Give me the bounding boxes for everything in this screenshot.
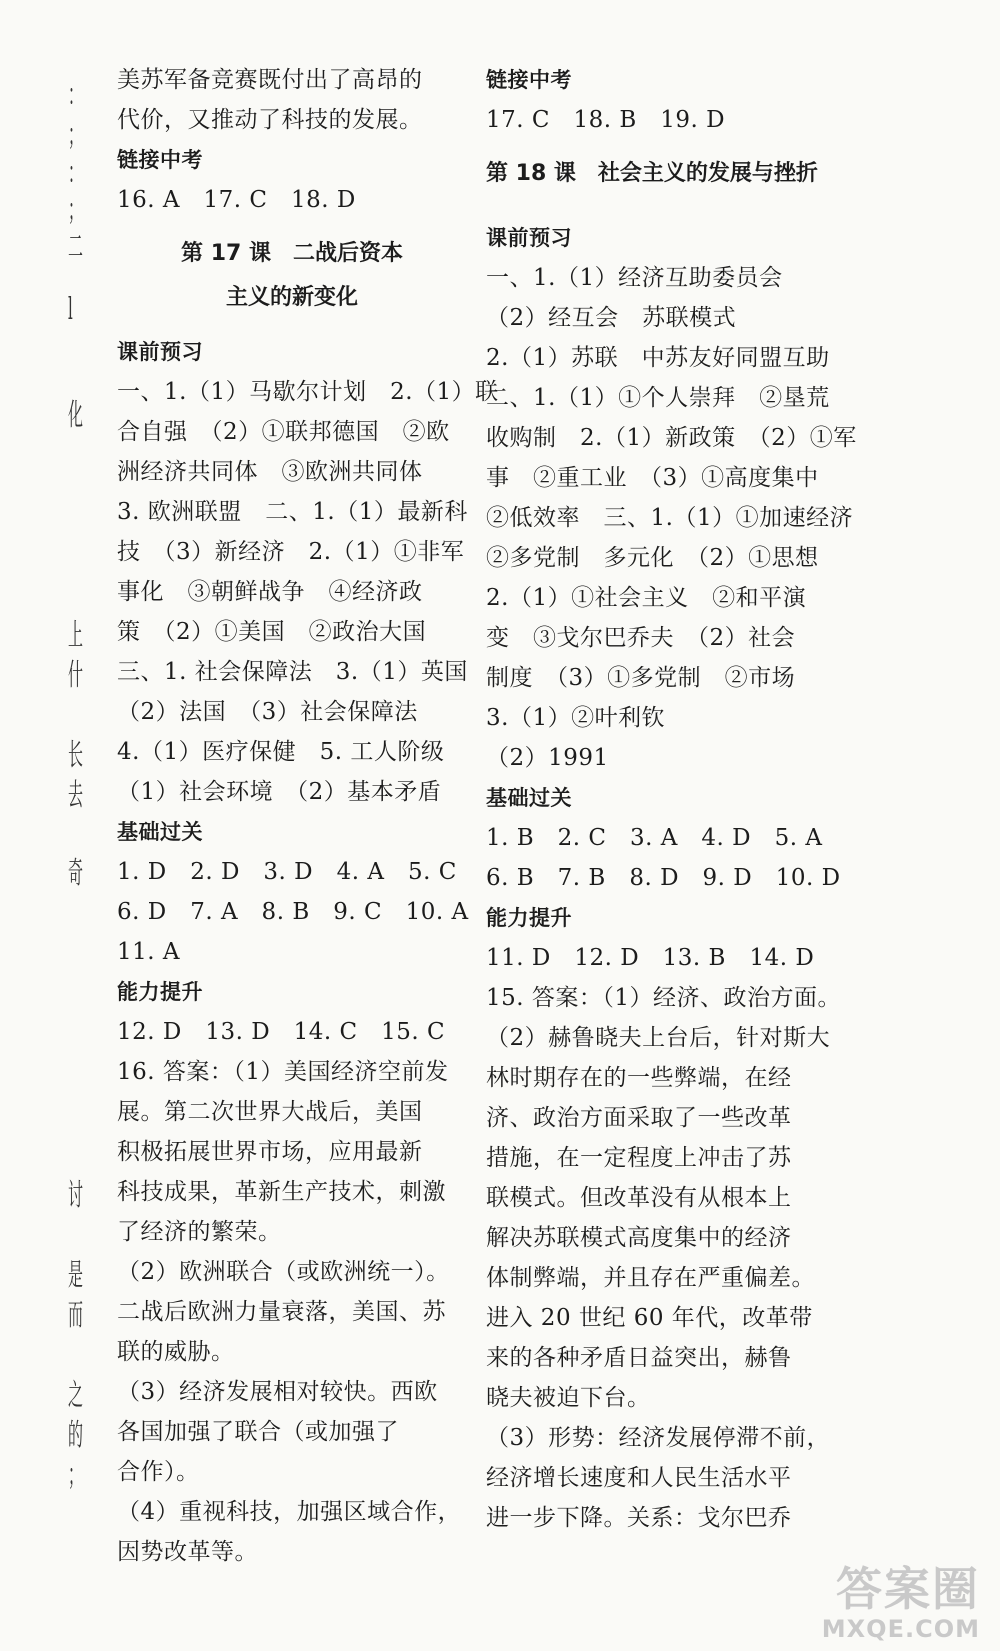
- text-line: 合自强 （2）①联邦德国 ②欧: [117, 419, 450, 445]
- text-line: 经济增长速度和人民生活水平: [486, 1465, 792, 1491]
- section-heading-preview: 课前预习: [486, 226, 572, 250]
- text-line: 进入 20 世纪 60 年代，改革带: [486, 1305, 813, 1331]
- text-line: （1）社会环境 （2）基本矛盾: [117, 779, 442, 805]
- text-line: ②多党制 多元化 （2）①思想: [486, 545, 819, 571]
- section-heading-link-exam: 链接中考: [486, 68, 572, 92]
- section-heading-ability: 能力提升: [486, 906, 572, 930]
- text-line: （2）法国 （3）社会保障法: [117, 699, 418, 725]
- text-line: ②低效率 三、1.（1）①加速经济: [486, 505, 854, 531]
- text-line: 美苏军备竞赛既付出了高昂的: [117, 67, 423, 93]
- watermark-logo: [822, 1563, 980, 1643]
- text-line: 制度 （3）①多党制 ②市场: [486, 665, 796, 691]
- text-line: 3. 欧洲联盟 二、1.（1）最新科: [117, 499, 468, 525]
- gutter-char: ；: [68, 1458, 83, 1493]
- section-heading-ability: 能力提升: [117, 980, 203, 1004]
- text-line: （2）1991: [486, 745, 609, 771]
- gutter-char: 而: [68, 1298, 83, 1333]
- text-line: （3）形势：经济发展停滞不前，: [486, 1425, 831, 1451]
- text-line: 三、1. 社会保障法 3.（1）英国: [117, 659, 468, 685]
- gutter-char: 讨: [68, 1178, 83, 1213]
- text-line: 洲经济共同体 ③欧洲共同体: [117, 459, 423, 485]
- text-line: 16. 答案：（1）美国经济空前发: [117, 1059, 449, 1085]
- text-line: 4.（1）医疗保健 5. 工人阶级: [117, 739, 445, 765]
- text-line: （2）欧洲联合（或欧洲统一）。: [117, 1259, 450, 1285]
- gutter-char: 二: [68, 230, 83, 265]
- text-line: 事化 ③朝鲜战争 ④经济政: [117, 579, 423, 605]
- lesson-title: 第 18 课 社会主义的发展与挫折: [486, 161, 818, 186]
- text-line: 15. 答案：（1）经济、政治方面。: [486, 985, 842, 1011]
- gutter-char: ；: [68, 118, 83, 153]
- gutter-char: 去: [68, 778, 83, 813]
- section-heading-preview: 课前预习: [117, 340, 203, 364]
- text-line: 展。第二次世界大战后，美国: [117, 1099, 423, 1125]
- text-line: 来的各种矛盾日益突出，赫鲁: [486, 1345, 792, 1371]
- gutter-char: ：: [68, 78, 83, 113]
- text-line: 收购制 2.（1）新政策 （2）①军: [486, 425, 857, 451]
- answer-line: 11. A: [117, 939, 180, 965]
- answer-line: 1. B 2. C 3. A 4. D 5. A: [486, 825, 823, 851]
- gutter-char: 长: [68, 738, 83, 773]
- answer-line: 6. D 7. A 8. B 9. C 10. A: [117, 899, 469, 925]
- text-line: 代价，又推动了科技的发展。: [117, 107, 423, 133]
- section-heading-basic: 基础过关: [486, 786, 572, 810]
- text-line: 二、1.（1）①个人崇拜 ②垦荒: [486, 385, 830, 411]
- watermark-url: MXQE.COM: [821, 1615, 980, 1643]
- text-line: 3.（1）②叶利钦: [486, 705, 666, 731]
- gutter-char: 奇: [68, 856, 83, 891]
- gutter-bleed-text: [0, 0, 95, 1651]
- gutter-char: l: [68, 292, 73, 327]
- text-line: 二战后欧洲力量衰落，美国、苏: [117, 1299, 446, 1325]
- answer-line: 11. D 12. D 13. B 14. D: [486, 945, 815, 971]
- text-line: 林时期存在的一些弊端，在经: [486, 1065, 792, 1091]
- left-column: [117, 60, 499, 1572]
- text-line: 进一步下降。关系：戈尔巴乔: [486, 1505, 792, 1531]
- text-line: 各国加强了联合（或加强了: [117, 1419, 399, 1445]
- text-line: 解决苏联模式高度集中的经济: [486, 1225, 792, 1251]
- gutter-char: 的: [68, 1418, 83, 1453]
- text-line: 一、1.（1）马歇尔计划 2.（1）联: [117, 379, 499, 405]
- text-line: （4）重视科技，加强区域合作，: [117, 1499, 462, 1525]
- lesson-title: 第 17 课 二战后资本: [181, 241, 403, 266]
- answer-line: 17. C 18. B 19. D: [486, 107, 726, 133]
- text-line: 措施，在一定程度上冲击了苏: [486, 1145, 792, 1171]
- text-line: 2.（1）①社会主义 ②和平演: [486, 585, 807, 611]
- gutter-char: 化: [68, 398, 83, 433]
- text-line: 因势改革等。: [117, 1539, 258, 1565]
- text-line: （3）经济发展相对较快。西欧: [117, 1379, 438, 1405]
- text-line: 变 ③戈尔巴乔夫 （2）社会: [486, 625, 796, 651]
- gutter-char: 上: [68, 618, 83, 653]
- text-line: 济、政治方面采取了一些改革: [486, 1105, 792, 1131]
- text-line: 晓夫被迫下台。: [486, 1385, 651, 1411]
- watermark-title: 答案圈: [836, 1562, 980, 1616]
- text-line: 积极拓展世界市场，应用最新: [117, 1139, 423, 1165]
- text-line: 合作）。: [117, 1459, 200, 1485]
- text-line: （2）经互会 苏联模式: [486, 305, 737, 331]
- text-line: 了经济的繁荣。: [117, 1219, 282, 1245]
- text-line: 一、1.（1）经济互助委员会: [486, 265, 783, 291]
- answer-line: 12. D 13. D 14. C 15. C: [117, 1019, 446, 1045]
- answer-line: 6. B 7. B 8. D 9. D 10. D: [486, 865, 841, 891]
- text-line: 策 （2）①美国 ②政治大国: [117, 619, 427, 645]
- text-line: 体制弊端，并且存在严重偏差。: [486, 1265, 815, 1291]
- text-line: 2.（1）苏联 中苏友好同盟互助: [486, 345, 830, 371]
- text-line: 技 （3）新经济 2.（1）①非军: [117, 539, 465, 565]
- answer-line: 16. A 17. C 18. D: [117, 187, 356, 213]
- gutter-char: ；: [68, 193, 83, 228]
- gutter-char: 是: [68, 1258, 83, 1293]
- section-heading-basic: 基础过关: [117, 820, 203, 844]
- gutter-char: 之: [68, 1378, 83, 1413]
- text-line: 科技成果，革新生产技术，刺激: [117, 1179, 446, 1205]
- gutter-char: ：: [68, 156, 83, 191]
- text-line: 联模式。但改革没有从根本上: [486, 1185, 792, 1211]
- text-line: 联的威胁。: [117, 1339, 235, 1365]
- right-column: [486, 60, 857, 1538]
- text-line: 事 ②重工业 （3）①高度集中: [486, 465, 819, 491]
- text-line: （2）赫鲁晓夫上台后，针对斯大: [486, 1025, 831, 1051]
- lesson-title-cont: 主义的新变化: [225, 285, 358, 310]
- section-heading-link-exam: 链接中考: [117, 148, 203, 172]
- gutter-char: 什: [68, 658, 83, 693]
- answer-line: 1. D 2. D 3. D 4. A 5. C: [117, 859, 457, 885]
